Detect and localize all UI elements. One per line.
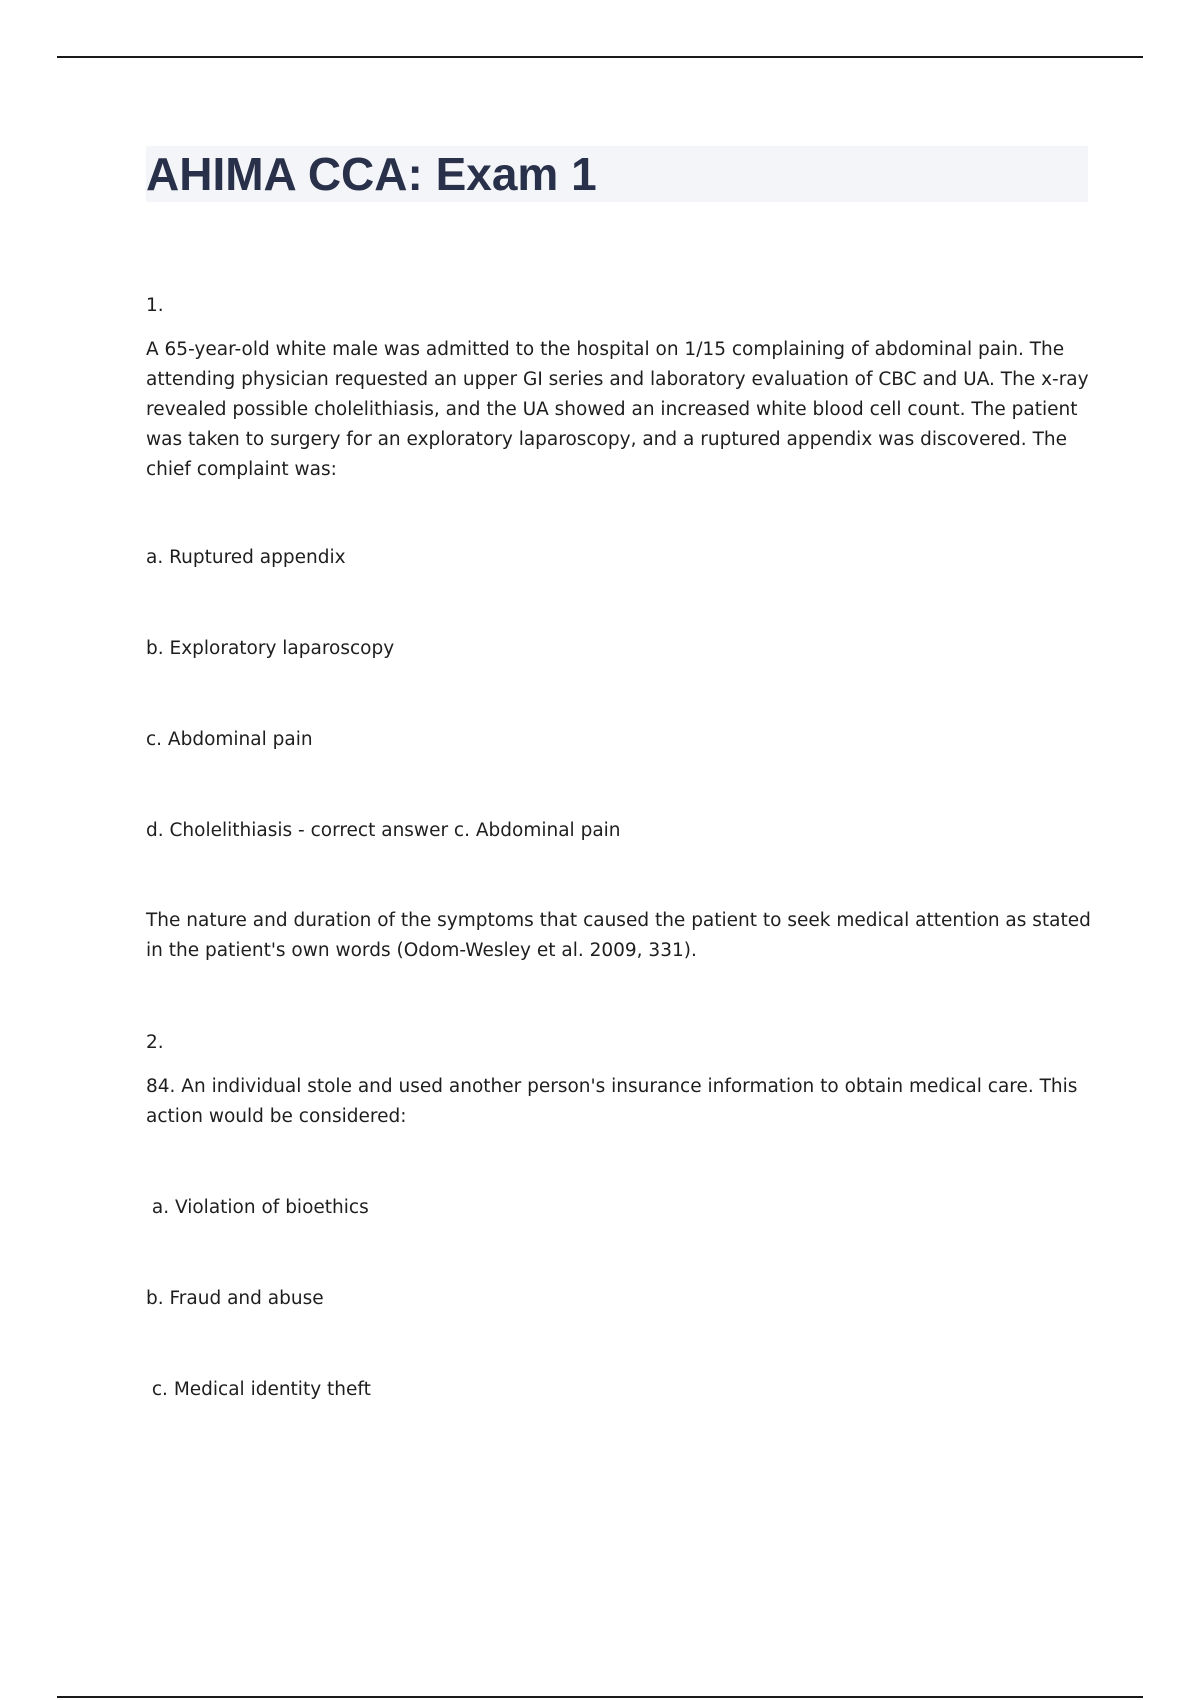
document-title: AHIMA CCA: Exam 1 [146, 148, 597, 200]
answer-explanation: The nature and duration of the symptoms that caused the patient to seek medical attention as stated in the patient's own words (Odom-Wesley et al. 2009, 331). [146, 910, 1091, 961]
answer-option-a: a. Violation of bioethics [146, 1197, 369, 1218]
top-rule [57, 56, 1143, 58]
bottom-rule [57, 1696, 1143, 1698]
answer-option-c: c. Medical identity theft [146, 1379, 371, 1400]
question-number: 1. [146, 295, 164, 316]
question-stem: A 65-year-old white male was admitted to the hospital on 1/15 complaining of abdominal pain. The attending physician requested an upper GI series and laboratory evaluation of CBC and UA. The x-ray revealed possible cholelithiasis, and the UA showed an increased white blood cell count. The patient was taken to surgery for an exploratory laparoscopy, and a ruptured appendix was discovered. The chief complaint was: [146, 339, 1089, 480]
answer-option-c: c. Abdominal pain [146, 729, 313, 750]
question-number: 2. [146, 1032, 164, 1053]
answer-option-b: b. Exploratory laparoscopy [146, 638, 395, 659]
answer-option-b: b. Fraud and abuse [146, 1288, 324, 1309]
answer-option-a: a. Ruptured appendix [146, 547, 346, 568]
question-stem: 84. An individual stole and used another person's insurance information to obtain medical care. This action would be considered: [146, 1076, 1078, 1127]
answer-option-d: d. Cholelithiasis - correct answer c. Abdominal pain [146, 820, 621, 841]
